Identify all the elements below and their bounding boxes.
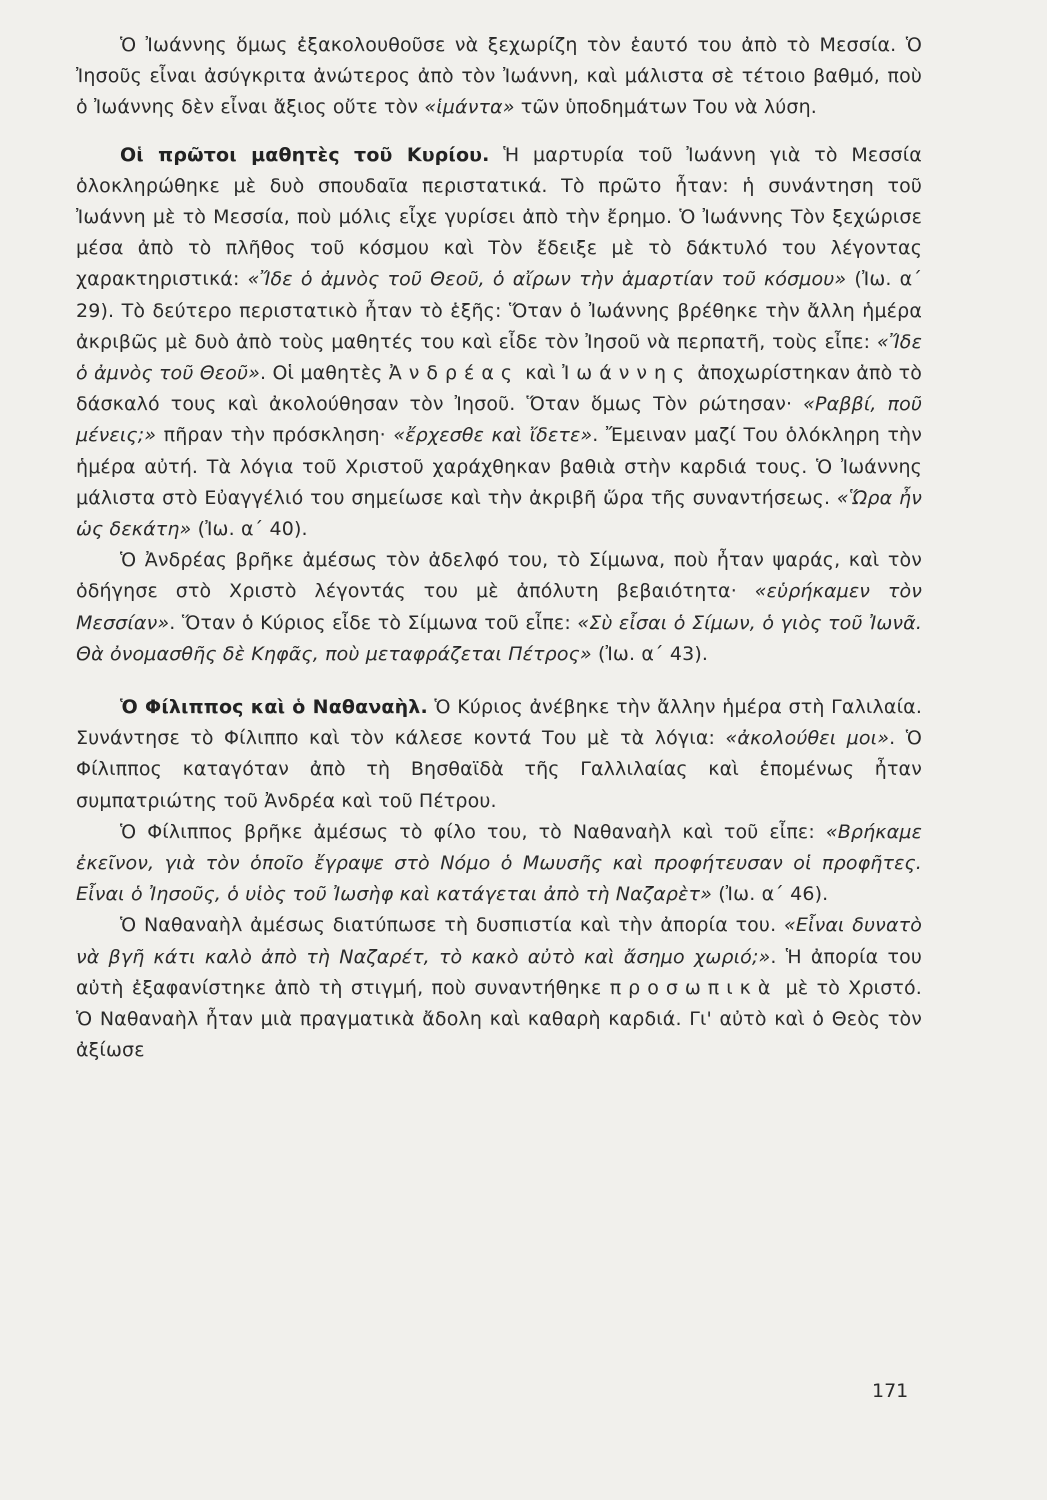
quote: «ἀκολούθει μοι» — [725, 727, 890, 750]
text-run: (Ἰω. α΄ 43). — [591, 642, 709, 665]
paragraph-john-humility — [76, 30, 922, 124]
section-heading-first-disciples: Οἱ πρῶτοι μαθητὲς τοῦ Κυρίου. — [120, 143, 490, 166]
text-run: . Ἔμειναν μαζί Του ὁλόκληρη τὴν ἡμέρα αὐτή. Τὰ λόγια τοῦ Χριστοῦ χαράχθηκαν βαθιὰ στὴν καρδιά τους. Ὁ Ἰωάννης μάλιστα στὸ Εὐαγγέλιό του σημείωσε καὶ τὴν ἀκριβῆ ὥρα τῆς συναντήσεως. — [76, 424, 922, 509]
text-run: πῆραν τὴν πρόσκληση· — [156, 424, 394, 447]
paragraph-andrew-simon — [76, 545, 922, 670]
text-run: Ὁ Ἰωάννης ὅμως ἐξακολουθοῦσε νὰ ξεχωρίζη τὸν ἑαυτό του ἀπὸ τὸ Μεσσία. Ὁ Ἰησοῦς εἶναι ἀσύγκριτα ἀνώτερος ἀπὸ τὸν Ἰωάννη, καὶ μάλιστα σὲ τέτοιο βαθμό, ποὺ ὁ Ἰωάννης δὲν εἶναι ἄξιος οὔτε τὸν — [76, 34, 922, 119]
text-run: (Ἰω. α΄ 40). — [191, 518, 308, 541]
quote: «ἱμάντα» — [424, 96, 515, 119]
spaced-name: Ἰωάννης — [562, 362, 692, 385]
quote: «εὑρήκαμεν τὸν Μεσσίαν» — [76, 580, 922, 634]
quote: «Ἴδε ὁ ἀμνὸς τοῦ Θεοῦ, ὁ αἴρων τὴν ἁμαρτίαν τοῦ κόσμου» — [247, 268, 847, 291]
paragraph-philip-nathanael — [76, 692, 922, 817]
page-body — [76, 30, 922, 1067]
text-run: . Ὁ Φίλιππος καταγόταν ἀπὸ τὴ Βησθαϊδὰ τῆς Γαλλιλαίας καὶ ἑπομένως ἦταν συμπατριώτης τοῦ Ἀνδρέα καὶ τοῦ Πέτρου. — [76, 727, 922, 812]
section-heading-philip-nathanael: Ὁ Φίλιππος καὶ ὁ Ναθαναὴλ. — [120, 696, 428, 719]
text-run: τῶν ὑποδημάτων Του νὰ λύση. — [514, 96, 817, 119]
text-run: (Ἰω. α΄ 29). Τὸ δεύτερο περιστατικὸ ἦταν τὸ ἑξῆς: Ὅταν ὁ Ἰωάννης βρέθηκε τὴν ἄλλη ἡμέρα ἀκριβῶς μὲ δυὸ ἀπὸ τοὺς μαθητές του καὶ εἶδε τὸν Ἰησοῦ νὰ περπατῆ, τοὺς εἶπε: — [76, 268, 923, 353]
quote: «Ραββί, ποῦ μένεις;» — [76, 393, 922, 447]
text-run: . Ὅταν ὁ Κύριος εἶδε τὸ Σίμωνα τοῦ εἶπε: — [169, 611, 578, 634]
paragraph-first-disciples — [76, 140, 922, 546]
text-run: Ἡ μαρτυρία τοῦ Ἰωάννη γιὰ τὸ Μεσσία ὁλοκληρώθηκε μὲ δυὸ σπουδαῖα περιστατικά. Τὸ πρῶτο ἦταν: ἡ συνάντηση τοῦ Ἰωάννη μὲ τὸ Μεσσία, ποὺ μόλις εἶχε γυρίσει ἀπὸ τὴν ἔρημο. Ὁ Ἰωάννης Τὸν ξεχώρισε μέσα ἀπὸ τὸ πλῆθος τοῦ κόσμου καὶ Τὸν ἔδειξε μὲ τὸ δάκτυλό του λέγοντας χαρακτηριστικά: — [76, 143, 922, 291]
quote: «Ὥρα ἦν ὡς δεκάτη» — [76, 486, 923, 541]
text-run: . Ἡ ἀπορία του αὐτὴ ἐξαφανίστηκε ἀπὸ τὴ στιγμή, ποὺ συναντήθηκε — [76, 945, 922, 999]
text-run: Ὁ Ἀνδρέας βρῆκε ἀμέσως τὸν ἀδελφό του, τὸ Σίμωνα, ποὺ ἦταν ψαράς, καὶ τὸν ὁδήγησε στὸ Χριστὸ λέγοντάς του μὲ ἀπόλυτη βεβαιότητα· — [76, 549, 922, 603]
quote: «Βρήκαμε ἐκεῖνον, γιὰ τὸν ὁποῖο ἔγραψε στὸ Νόμο ὁ Μωυσῆς καὶ προφήτευσαν οἱ προφῆτες. Εἶναι ὁ Ἰησοῦς, ὁ υἱὸς τοῦ Ἰωσὴφ καὶ κατάγεται ἀπὸ τὴ Ναζαρὲτ» — [76, 820, 922, 906]
spaced-name: Ἀνδρέας — [388, 362, 520, 385]
text-run: . Οἱ μαθητὲς — [260, 362, 389, 385]
text-run: Ὁ Φίλιππος βρῆκε ἀμέσως τὸ φίλο του, τὸ Ναθαναὴλ καὶ τοῦ εἶπε: — [120, 820, 826, 843]
text-run: ἀποχωρίστηκαν ἀπὸ τὸ δάσκαλό τους καὶ ἀκολούθησαν τὸν Ἰησοῦ. Ὅταν ὅμως Τὸν ρώτησαν· — [76, 362, 922, 416]
text-run: μὲ τὸ Χριστό. Ὁ Ναθαναὴλ ἦταν μιὰ πραγματικὰ ἄδολη καὶ καθαρὴ καρδιά. Γι' αὐτὸ καὶ ὁ Θεὸς τὸν ἀξίωσε — [76, 976, 922, 1062]
quote: «Εἶναι δυνατὸ νὰ βγῆ κάτι καλὸ ἀπὸ τὴ Ναζαρέτ, τὸ κακὸ αὐτὸ καὶ ἄσημο χωριό;» — [76, 914, 922, 968]
text-run: καὶ — [519, 362, 563, 385]
quote: «Σὺ εἶσαι ὁ Σίμων, ὁ γιὸς τοῦ Ἰωνᾶ. Θὰ ὀνομασθῆς δὲ Κηφᾶς, ποὺ μεταφράζεται Πέτρος» — [76, 611, 923, 665]
spaced-word: προσωπικὰ — [609, 976, 778, 999]
paragraph-philip-finds-nathanael — [76, 817, 922, 911]
text-run: Ὁ Ναθαναὴλ ἀμέσως διατύπωσε τὴ δυσπιστία καὶ τὴν ἀπορία του. — [120, 914, 784, 937]
paragraph-nathanael-doubt — [76, 910, 922, 1066]
quote: «Ἴδε ὁ ἀμνὸς τοῦ Θεοῦ» — [76, 330, 922, 385]
quote: «ἔρχεσθε καὶ ἴδετε» — [393, 424, 593, 447]
page-number: 171 — [872, 1380, 909, 1402]
text-run: (Ἰω. α΄ 46). — [712, 883, 829, 906]
text-run: Ὁ Κύριος ἀνέβηκε τὴν ἄλλην ἡμέρα στὴ Γαλιλαία. Συνάντησε τὸ Φίλιππο καὶ τὸν κάλεσε κοντά Του μὲ τὰ λόγια: — [76, 696, 923, 750]
